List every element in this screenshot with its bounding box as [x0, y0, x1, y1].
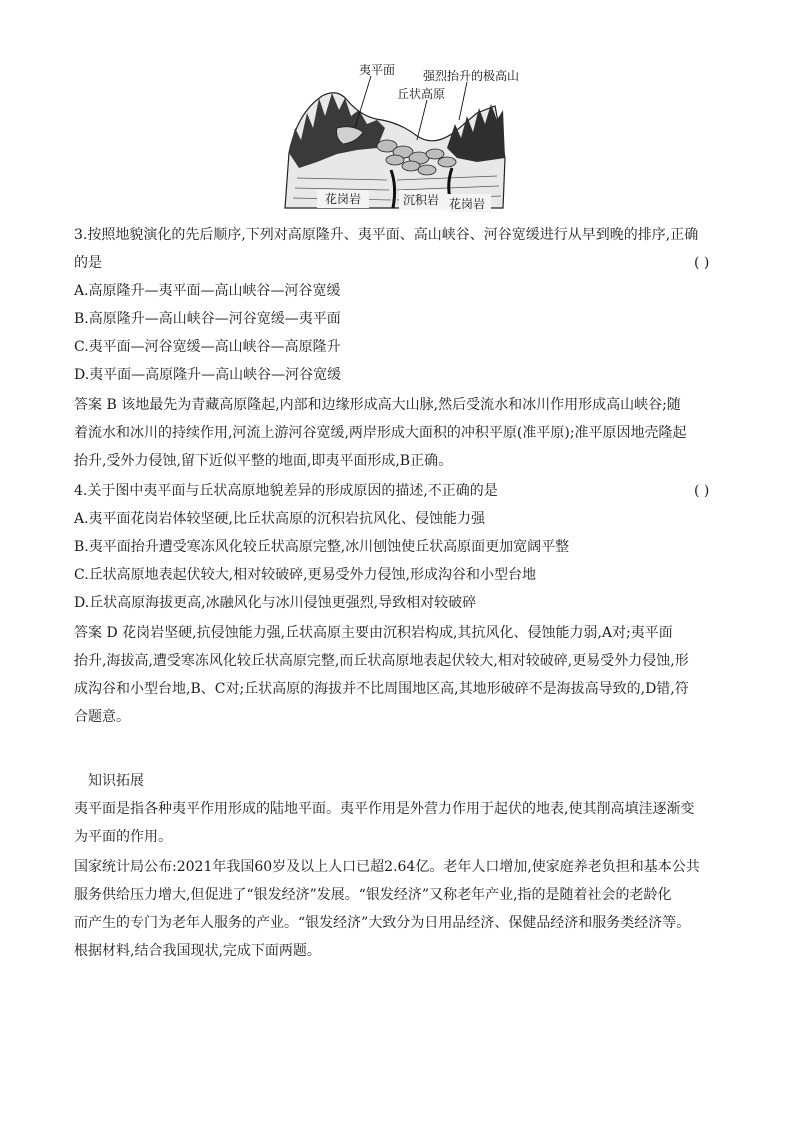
q4-option-c: C.丘状高原地表起伏较大,相对较破碎,更易受外力侵蚀,形成沟谷和小型台地 [74, 567, 537, 583]
q3-option-a: A.高原隆升—夷平面—高山峡谷—河谷宽缓 [74, 283, 341, 299]
label-granite-left: 花岗岩 [325, 192, 362, 206]
label-hilly-plateau: 丘状高原 [397, 87, 446, 101]
q4-answer-line2: 抬升,海拔高,遭受寒冻风化较丘状高原完整,而丘状高原地表起伏较大,相对较破碎,更易受外力侵蚀,形 [74, 653, 689, 669]
q3-option-b: B.高原隆升—高山峡谷—河谷宽缓—夷平面 [74, 311, 341, 327]
q4-answer-paren: ( ) [694, 483, 710, 499]
label-granite-right: 花岗岩 [449, 197, 486, 211]
material-line4: 根据材料,结合我国现状,完成下面两题。 [74, 943, 321, 959]
label-peneplain: 夷平面 [359, 63, 396, 77]
knowledge-line2: 为平面的作用。 [74, 829, 172, 845]
q4-answer-line1: 答案 D 花岗岩坚硬,抗侵蚀能力强,丘状高原主要由沉积岩构成,其抗风化、侵蚀能力弱,A对;夷平面 [74, 625, 673, 641]
label-sediment-rock: 沉积岩 [403, 193, 440, 207]
q3-option-c: C.夷平面—河谷宽缓—高山峡谷—高原隆升 [74, 339, 341, 355]
label-high-mountain: 强烈抬升的极高山 [423, 69, 520, 83]
q3-answer-line1: 答案 B 该地最先为青藏高原隆起,内部和边缘形成高大山脉,然后受流水和冰川作用形成高山峡谷;随 [74, 397, 681, 413]
q4-option-a: A.夷平面花岗岩体较坚硬,比丘状高原的沉积岩抗风化、侵蚀能力强 [74, 511, 486, 527]
q3-stem-line1: 3.按照地貌演化的先后顺序,下列对高原隆升、夷平面、高山峡谷、河谷宽缓进行从早到晚的排序,正确 [74, 227, 699, 243]
landform-diagram [277, 58, 529, 216]
q3-option-d: D.夷平面—高原隆升—高山峡谷—河谷宽缓 [74, 367, 342, 383]
q3-answer-paren: ( ) [694, 255, 710, 271]
material-line1: 国家统计局公布:2021年我国60岁及以上人口已超2.64亿。老年人口增加,使家庭养老负担和基本公共 [74, 859, 700, 875]
q4-option-b: B.夷平面抬升遭受寒冻风化较丘状高原完整,冰川刨蚀使丘状高原面更加宽阔平整 [74, 539, 570, 555]
q3-stem-line2: 的是 [74, 255, 102, 271]
q4-stem: 4.关于图中夷平面与丘状高原地貌差异的形成原因的描述,不正确的是 [74, 483, 498, 499]
material-line3: 而产生的专门为老年人服务的产业。“银发经济”大致分为日用品经济、保健品经济和服务类经济等。 [74, 915, 691, 931]
q3-answer-line3: 抬升,受外力侵蚀,留下近似平整的地面,即夷平面形成,B正确。 [74, 453, 453, 469]
landform-figure [277, 58, 529, 216]
q4-option-d: D.丘状高原海拔更高,冰融风化与冰川侵蚀更强烈,导致相对较破碎 [74, 595, 477, 611]
q4-answer-line4: 合题意。 [74, 709, 130, 725]
knowledge-heading: 知识拓展 [88, 773, 144, 789]
q4-answer-line3: 成沟谷和小型台地,B、C对;丘状高原的海拔并不比周围地区高,其地形破碎不是海拔高导致的,D错,符 [74, 681, 689, 697]
q3-answer-line2: 着流水和冰川的持续作用,河流上游河谷宽缓,两岸形成大面积的冲积平原(准平原);准平原因地壳隆起 [74, 425, 687, 441]
material-line2: 服务供给压力增大,但促进了“银发经济”发展。“银发经济”又称老年产业,指的是随着社会的老龄化 [74, 887, 672, 903]
knowledge-line1: 夷平面是指各种夷平作用形成的陆地平面。夷平作用是外营力作用于起伏的地表,使其削高填洼逐渐变 [74, 801, 695, 817]
